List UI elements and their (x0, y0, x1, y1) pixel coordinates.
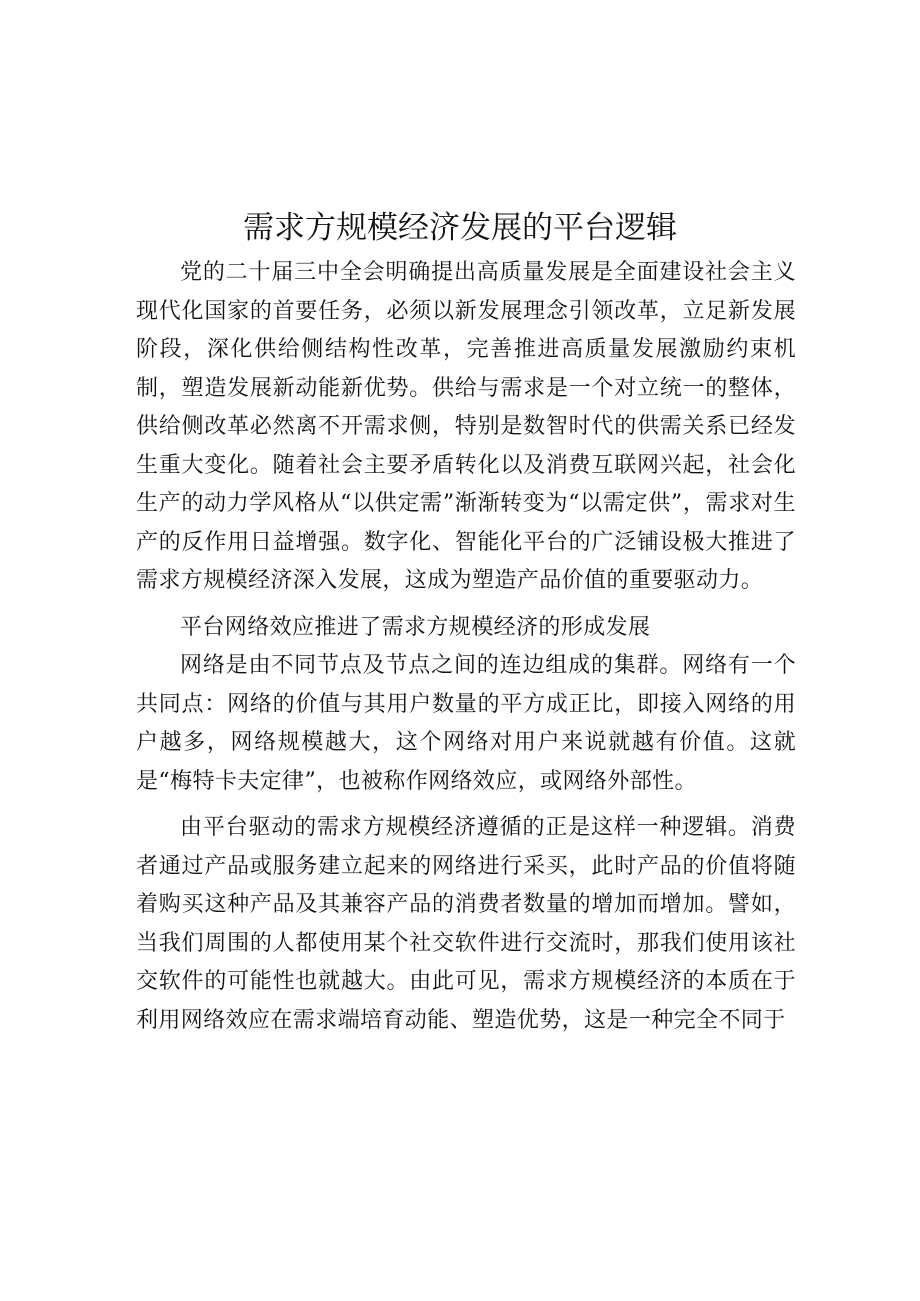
section-paragraph-network: 网络是由不同节点及节点之间的连边组成的集群。网络有一个共同点：网络的价值与其用户数量的平方成正比，即接入网络的用户越多，网络规模越大，这个网络对用户来说就越有价值。这就是“梅特卡夫定律”，也被称作网络效应，或网络外部性。 (136, 653, 796, 794)
document-title: 需求方规模经济发展的平台逻辑 (243, 210, 677, 246)
section-paragraph-platform-logic: 由平台驱动的需求方规模经济遵循的正是这样一种逻辑。消费者通过产品或服务建立起来的网络进行采买，此时产品的价值将随着购买这种产品及其兼容产品的消费者数量的增加而增加。譬如，当我们周围的人都使用某个社交软件进行交流时，那我们使用该社交软件的可能性也就越大。由此可见，需求方规模经济的本质在于利用网络效应在需求端培育动能、塑造优势，这是一种完全不同于 (136, 815, 796, 1033)
intro-paragraph: 党的二十届三中全会明确提出高质量发展是全面建设社会主义现代化国家的首要任务，必须以新发展理念引领改革，立足新发展阶段，深化供给侧结构性改革，完善推进高质量发展激励约束机制，塑造发展新动能新优势。供给与需求是一个对立统一的整体，供给侧改革必然离不开需求侧，特别是数智时代的供需关系已经发生重大变化。随着社会主要矛盾转化以及消费互联网兴起，社会化生产的动力学风格从“以供定需”渐渐转变为“以需定供”，需求对生产的反作用日益增强。数字化、智能化平台的广泛铺设极大推进了需求方规模经济深入发展，这成为塑造产品价值的重要驱动力。 (136, 260, 796, 593)
section-heading: 平台网络效应推进了需求方规模经济的形成发展 (180, 614, 651, 640)
document-body (136, 254, 796, 1040)
